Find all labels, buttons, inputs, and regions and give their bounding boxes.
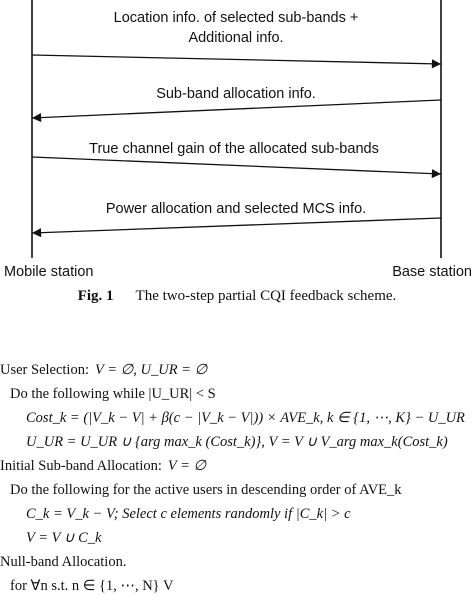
cost-formula: Cost_k = (|V_k − V| + β(c − |V_k − V|)) × AVE_k, k ∈ {1, ⋯, K} − U_UR <box>26 410 465 426</box>
figure-caption <box>0 288 474 305</box>
sequence-diagram <box>0 0 474 284</box>
v-union-formula: V = V ∪ C_k <box>26 530 102 546</box>
message-3-line-1: True channel gain of the allocated sub-bands <box>89 141 379 157</box>
figure-number: Fig. 1 <box>77 288 114 304</box>
user-selection-label: User Selection: <box>0 362 89 378</box>
message-1-line-2: Additional info. <box>188 30 284 46</box>
update-formula: U_UR = U_UR ∪ {arg max_k (Cost_k)}, V = V ∪ V_arg max_k(Cost_k) <box>26 434 448 450</box>
message-1-arrow <box>32 55 441 64</box>
ck-formula: C_k = V_k − V; Select c elements randomly if |C_k| > c <box>26 506 351 522</box>
figure-caption-text: The two-step partial CQI feedback scheme. <box>135 288 397 304</box>
base-station-label: Base station <box>392 264 472 280</box>
message-2-line-1: Sub-band allocation info. <box>156 86 316 102</box>
user-selection-row <box>0 358 474 382</box>
user-selection-math: V = ∅, U_UR = ∅ <box>95 362 208 378</box>
message-4-arrow <box>32 218 441 233</box>
for-all-row: for ∀n s.t. n ∈ {1, ⋯, N} V <box>10 578 174 594</box>
initial-allocation-label: Initial Sub-band Allocation: <box>0 458 162 474</box>
message-1-line-1: Location info. of selected sub-bands + <box>113 10 359 26</box>
do-while-row: Do the following while |U_UR| < S <box>10 386 216 402</box>
initial-allocation-row <box>0 454 474 478</box>
null-band-row: Null-band Allocation. <box>0 554 127 570</box>
algorithm-block <box>0 358 474 598</box>
do-active-row: Do the following for the active users in descending order of AVE_k <box>10 482 402 498</box>
message-2-arrow <box>32 100 441 118</box>
message-4-line-1: Power allocation and selected MCS info. <box>105 201 367 217</box>
message-3-arrow <box>32 157 441 174</box>
mobile-station-label: Mobile station <box>4 264 94 280</box>
initial-allocation-math: V = ∅ <box>167 458 207 474</box>
